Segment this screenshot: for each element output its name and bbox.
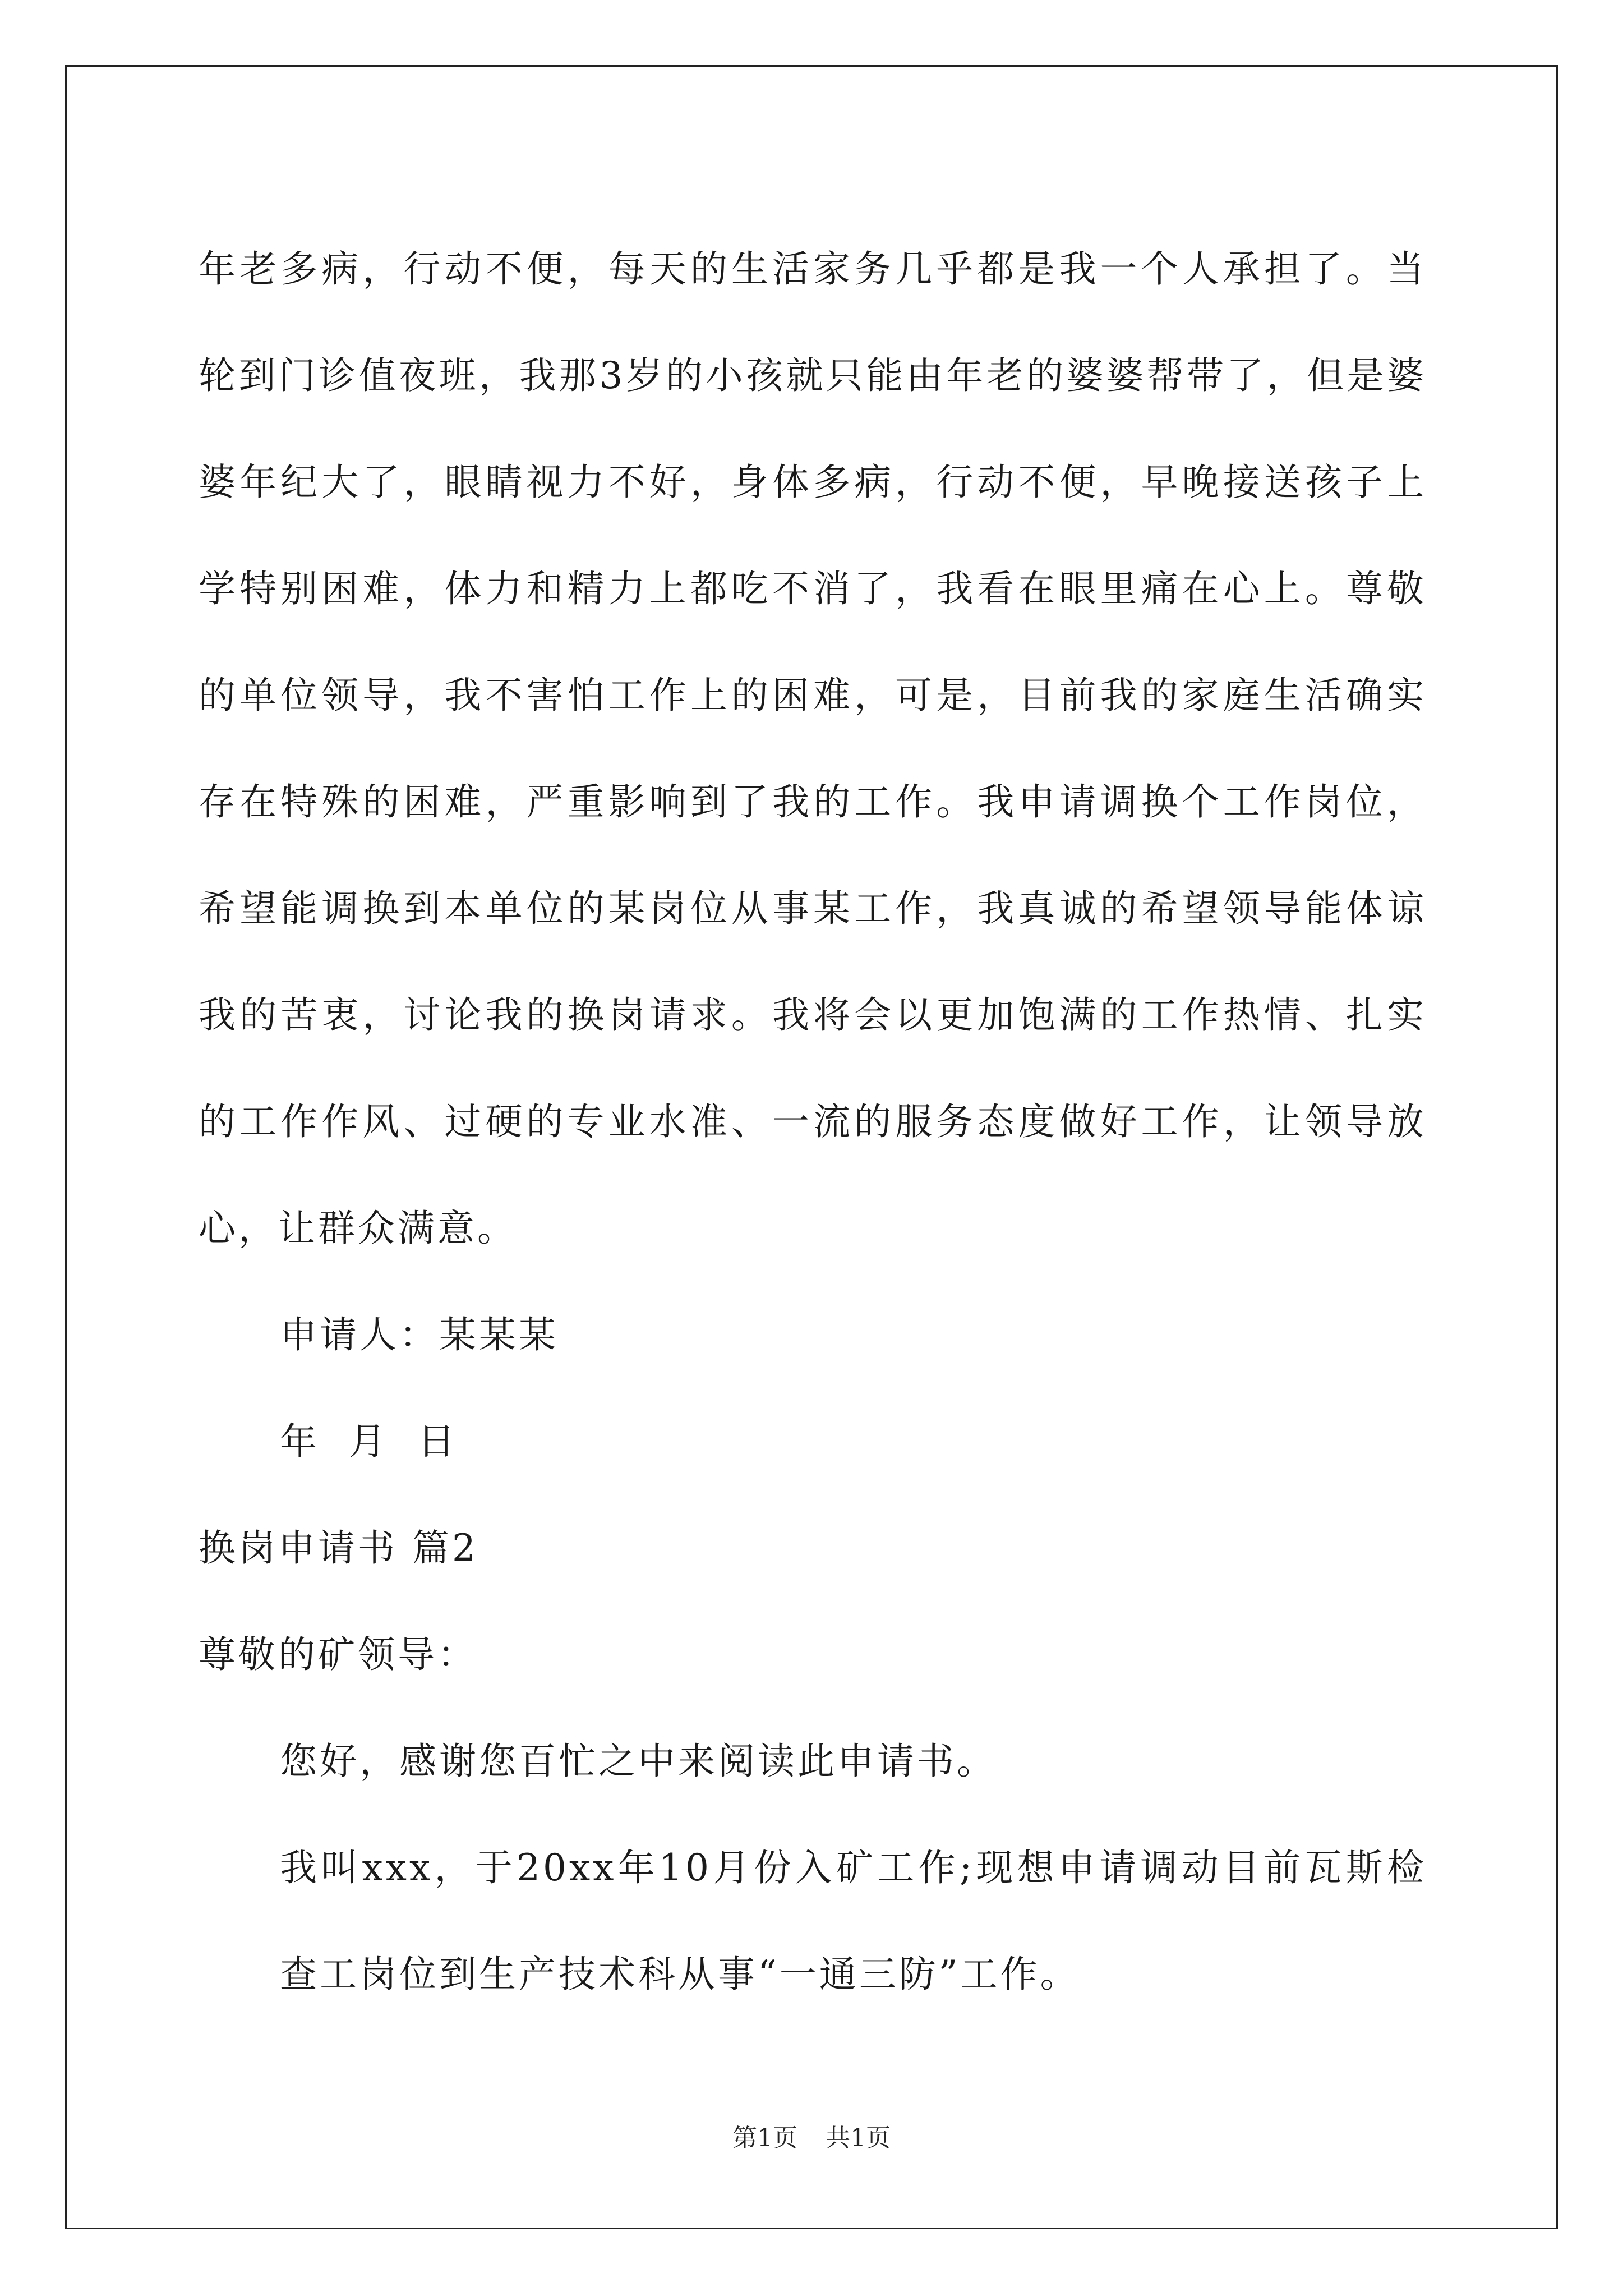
page-total: 共1页: [826, 2124, 891, 2152]
applicant-signature: 申请人：某某某: [280, 1313, 559, 1356]
section-heading: 换岗申请书 篇2: [199, 1526, 478, 1570]
document-body: [199, 216, 1427, 2028]
page-number: 第1页: [732, 2124, 797, 2152]
page-footer: [0, 2118, 1623, 2154]
date-line: 年 月 日: [280, 1420, 458, 1463]
greeting-paragraph: 您好，感谢您百忙之中来阅读此申请书。: [280, 1740, 997, 1783]
salutation: 尊敬的矿领导：: [199, 1633, 477, 1676]
body-paragraph-continued: 年老多病，行动不便，每天的生活家务几乎都是我一个人承担了。当轮到门诊值夜班，我那3岁的小孩就只能由年老的婆婆帮带了，但是婆婆年纪大了，眼睛视力不好，身体多病，行动不便，早晚接送孩子上学特别困难，体力和精力上都吃不消了，我看在眼里痛在心上。尊敬的单位领导，我不害怕工作上的困难，可是，目前我的家庭生活确实存在特殊的困难，严重影响到了我的工作。我申请调换个工作岗位，希望能调换到本单位的某岗位从事某工作，我真诚的希望领导能体谅我的苦衷，讨论我的换岗请求。我将会以更加饱满的工作热情、扎实的工作作风、过硬的专业水准、一流的服务态度做好工作，让领导放心，让群众满意。: [199, 247, 1427, 1250]
body-paragraph: 我叫xxx，于20xx年10月份入矿工作;现想申请调动目前瓦斯检查工岗位到生产技术科从事“一通三防”工作。: [280, 1846, 1427, 1996]
